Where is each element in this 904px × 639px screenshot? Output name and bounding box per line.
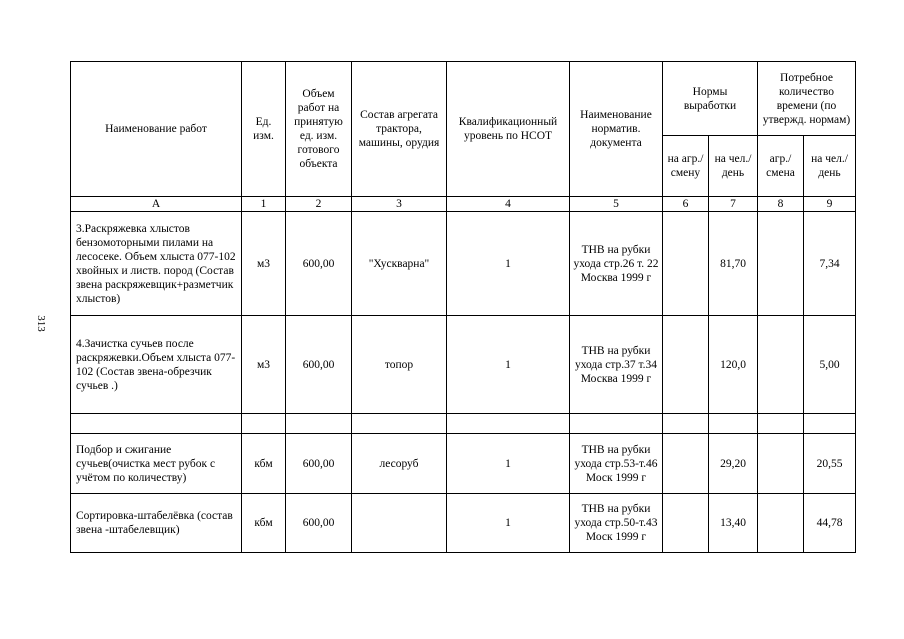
- column-number: А: [71, 197, 242, 212]
- work-name: 4.Зачистка сучьев после раскряжевки.Объем хлыста 077-102 (Состав звена-обрезчик сучьев .): [71, 316, 242, 414]
- unit-cell: м3: [242, 212, 286, 316]
- unit-cell: [242, 414, 286, 434]
- work-name: 3.Раскряжевка хлыстов бензомоторными пилами на лесосеке. Объем хлыста 077-102 хвойных и листв. пород (Состав звена раскряжевщик+разметчик хлыстов): [71, 212, 242, 316]
- column-number: 6: [663, 197, 709, 212]
- time-chel-cell: [804, 414, 856, 434]
- column-number: 1: [242, 197, 286, 212]
- level-cell: [447, 414, 570, 434]
- norm-agr-cell: [663, 316, 709, 414]
- volume-cell: 600,00: [286, 316, 352, 414]
- header-name: Наименование работ: [71, 62, 242, 197]
- time-chel-cell: 5,00: [804, 316, 856, 414]
- level-cell: 1: [447, 316, 570, 414]
- document-cell: [570, 414, 663, 434]
- composition-cell: топор: [352, 316, 447, 414]
- volume-cell: [286, 414, 352, 434]
- header-document: Наименование норматив. документа: [570, 62, 663, 197]
- table-row: [71, 434, 856, 494]
- unit-cell: кбм: [242, 434, 286, 494]
- time-agr-cell: [758, 316, 804, 414]
- header-time-agr: агр./ смена: [758, 136, 804, 197]
- time-agr-cell: [758, 434, 804, 494]
- document-cell: ТНВ на рубки ухода стр.50-т.43 Моск 1999 г: [570, 494, 663, 553]
- unit-cell: кбм: [242, 494, 286, 553]
- table-row: [71, 316, 856, 414]
- table-row: [71, 212, 856, 316]
- norm-agr-cell: [663, 434, 709, 494]
- time-agr-cell: [758, 494, 804, 553]
- volume-cell: 600,00: [286, 212, 352, 316]
- norm-chel-cell: 29,20: [709, 434, 758, 494]
- column-number: 9: [804, 197, 856, 212]
- time-agr-cell: [758, 212, 804, 316]
- norm-agr-cell: [663, 414, 709, 434]
- time-agr-cell: [758, 414, 804, 434]
- header-row: [71, 62, 856, 136]
- composition-cell: [352, 414, 447, 434]
- column-number: 2: [286, 197, 352, 212]
- header-composition: Состав агрегата трактора, машины, орудия: [352, 62, 447, 197]
- header-qualification: Квалификационный уровень по НСОТ: [447, 62, 570, 197]
- composition-cell: лесоруб: [352, 434, 447, 494]
- volume-cell: 600,00: [286, 434, 352, 494]
- work-name: [71, 414, 242, 434]
- header-unit: Ед. изм.: [242, 62, 286, 197]
- document-cell: ТНВ на рубки ухода стр.53-т.46 Моск 1999 г: [570, 434, 663, 494]
- table-row-empty: [71, 414, 856, 434]
- time-chel-cell: 44,78: [804, 494, 856, 553]
- work-name: Сортировка-штабелёвка (состав звена -штабелевщик): [71, 494, 242, 553]
- header-norm-agr: на агр./ смену: [663, 136, 709, 197]
- header-volume: Объем работ на принятую ед. изм. готового объекта: [286, 62, 352, 197]
- level-cell: 1: [447, 494, 570, 553]
- document-cell: ТНВ на рубки ухода стр.26 т. 22 Москва 1999 г: [570, 212, 663, 316]
- page-number: 313: [34, 315, 47, 332]
- volume-cell: 600,00: [286, 494, 352, 553]
- composition-cell: "Хускварна": [352, 212, 447, 316]
- column-number: 7: [709, 197, 758, 212]
- unit-cell: м3: [242, 316, 286, 414]
- norm-chel-cell: 81,70: [709, 212, 758, 316]
- norm-chel-cell: 13,40: [709, 494, 758, 553]
- level-cell: 1: [447, 434, 570, 494]
- column-number: 5: [570, 197, 663, 212]
- header-time-chel: на чел./ день: [804, 136, 856, 197]
- time-chel-cell: 7,34: [804, 212, 856, 316]
- column-number-row: [71, 197, 856, 212]
- column-number: 4: [447, 197, 570, 212]
- time-chel-cell: 20,55: [804, 434, 856, 494]
- column-number: 8: [758, 197, 804, 212]
- table-row: [71, 494, 856, 553]
- norm-chel-cell: [709, 414, 758, 434]
- column-number: 3: [352, 197, 447, 212]
- header-norms: Нормы выработки: [663, 62, 758, 136]
- work-norms-table: [70, 61, 856, 553]
- composition-cell: [352, 494, 447, 553]
- work-name: Подбор и сжигание сучьев(очистка мест рубок с учётом по количеству): [71, 434, 242, 494]
- norm-agr-cell: [663, 494, 709, 553]
- level-cell: 1: [447, 212, 570, 316]
- norm-chel-cell: 120,0: [709, 316, 758, 414]
- header-time: Потребное количество времени (по утвержд. нормам): [758, 62, 856, 136]
- header-norm-chel: на чел./ день: [709, 136, 758, 197]
- document-cell: ТНВ на рубки ухода стр.37 т.34 Москва 1999 г: [570, 316, 663, 414]
- norm-agr-cell: [663, 212, 709, 316]
